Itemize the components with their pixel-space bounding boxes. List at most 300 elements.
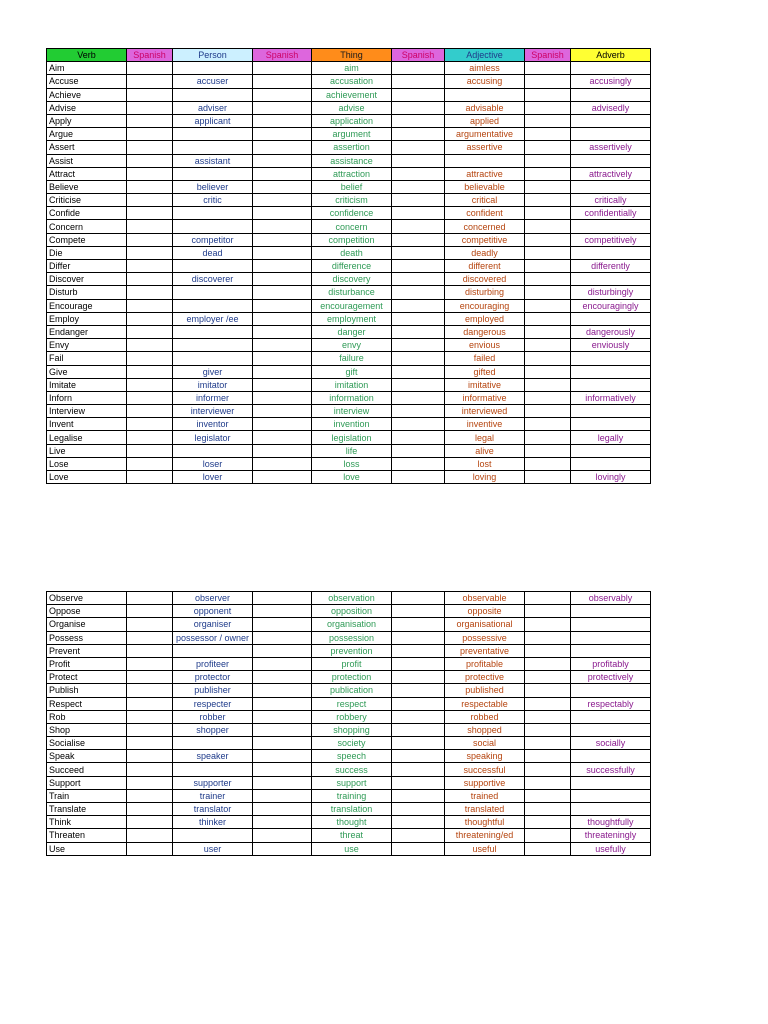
spanish-cell <box>127 114 173 127</box>
adjective-cell: published <box>445 684 525 697</box>
spanish-cell <box>127 154 173 167</box>
spanish-cell <box>253 431 312 444</box>
spanish-cell <box>525 750 571 763</box>
spanish-cell <box>127 657 173 670</box>
spanish-cell <box>392 405 445 418</box>
adjective-cell: encouraging <box>445 299 525 312</box>
adverb-cell <box>571 750 651 763</box>
thing-cell: invention <box>312 418 392 431</box>
thing-cell: protection <box>312 671 392 684</box>
adjective-cell: useful <box>445 842 525 855</box>
adjective-cell: loving <box>445 471 525 484</box>
spanish-cell <box>392 829 445 842</box>
table-row <box>47 286 651 299</box>
table-row <box>47 605 651 618</box>
spanish-cell <box>525 365 571 378</box>
adverb-cell <box>571 114 651 127</box>
spanish-cell <box>392 842 445 855</box>
adverb-cell <box>571 803 651 816</box>
spanish-cell <box>392 671 445 684</box>
table-bottom-body <box>47 592 651 856</box>
adverb-cell <box>571 154 651 167</box>
person-cell <box>173 286 253 299</box>
person-cell: competitor <box>173 233 253 246</box>
adverb-cell <box>571 352 651 365</box>
header-spanish: Spanish <box>525 49 571 62</box>
adverb-cell: encouragingly <box>571 299 651 312</box>
adverb-cell <box>571 776 651 789</box>
verb-cell: Advise <box>47 101 127 114</box>
person-cell: adviser <box>173 101 253 114</box>
adverb-cell <box>571 684 651 697</box>
spanish-cell <box>253 418 312 431</box>
spanish-cell <box>253 710 312 723</box>
thing-cell: profit <box>312 657 392 670</box>
adverb-cell: threateningly <box>571 829 651 842</box>
adverb-cell <box>571 605 651 618</box>
adverb-cell: lovingly <box>571 471 651 484</box>
table-row <box>47 418 651 431</box>
adjective-cell: possessive <box>445 631 525 644</box>
spanish-cell <box>525 141 571 154</box>
spanish-cell <box>525 444 571 457</box>
spanish-cell <box>127 671 173 684</box>
table-row <box>47 631 651 644</box>
adverb-cell: enviously <box>571 339 651 352</box>
verb-cell: Die <box>47 246 127 259</box>
thing-cell: organisation <box>312 618 392 631</box>
adverb-cell <box>571 405 651 418</box>
spanish-cell <box>127 644 173 657</box>
adjective-cell: observable <box>445 592 525 605</box>
person-cell: believer <box>173 180 253 193</box>
table-row <box>47 75 651 88</box>
spanish-cell <box>127 471 173 484</box>
spanish-cell <box>392 431 445 444</box>
table-row <box>47 592 651 605</box>
table-row <box>47 710 651 723</box>
spanish-cell <box>253 101 312 114</box>
spanish-cell <box>392 710 445 723</box>
spanish-cell <box>253 88 312 101</box>
spanish-cell <box>525 167 571 180</box>
spanish-cell <box>392 352 445 365</box>
adverb-cell <box>571 88 651 101</box>
spanish-cell <box>392 88 445 101</box>
spanish-cell <box>253 763 312 776</box>
person-cell: informer <box>173 391 253 404</box>
verb-cell: Inforn <box>47 391 127 404</box>
spanish-cell <box>127 365 173 378</box>
spanish-cell <box>525 286 571 299</box>
person-cell <box>173 829 253 842</box>
verb-cell: Compete <box>47 233 127 246</box>
person-cell <box>173 339 253 352</box>
spanish-cell <box>253 657 312 670</box>
verb-cell: Endanger <box>47 325 127 338</box>
spanish-cell <box>253 723 312 736</box>
spanish-cell <box>253 233 312 246</box>
adverb-cell: thoughtfully <box>571 816 651 829</box>
spanish-cell <box>392 325 445 338</box>
table-row <box>47 671 651 684</box>
person-cell <box>173 325 253 338</box>
adverb-cell <box>571 378 651 391</box>
verb-cell: Prevent <box>47 644 127 657</box>
spanish-cell <box>525 457 571 470</box>
spanish-cell <box>392 246 445 259</box>
spanish-cell <box>127 684 173 697</box>
spanish-cell <box>253 816 312 829</box>
adverb-cell: observably <box>571 592 651 605</box>
person-cell: trainer <box>173 789 253 802</box>
adjective-cell: discovered <box>445 273 525 286</box>
spanish-cell <box>525 128 571 141</box>
adverb-cell: usefully <box>571 842 651 855</box>
spanish-cell <box>253 789 312 802</box>
spanish-cell <box>525 697 571 710</box>
spanish-cell <box>525 471 571 484</box>
adverb-cell: legally <box>571 431 651 444</box>
spanish-cell <box>253 457 312 470</box>
thing-cell: employment <box>312 312 392 325</box>
spanish-cell <box>525 710 571 723</box>
spanish-cell <box>525 737 571 750</box>
spanish-cell <box>127 299 173 312</box>
spanish-cell <box>392 697 445 710</box>
thing-cell: attraction <box>312 167 392 180</box>
adverb-cell <box>571 457 651 470</box>
spanish-cell <box>127 220 173 233</box>
header-adverb: Adverb <box>571 49 651 62</box>
spanish-cell <box>525 88 571 101</box>
spanish-cell <box>525 829 571 842</box>
adjective-cell: employed <box>445 312 525 325</box>
spanish-cell <box>525 842 571 855</box>
thing-cell: discovery <box>312 273 392 286</box>
verb-cell: Translate <box>47 803 127 816</box>
verb-cell: Achieve <box>47 88 127 101</box>
adjective-cell: profitable <box>445 657 525 670</box>
spanish-cell <box>253 220 312 233</box>
person-cell: speaker <box>173 750 253 763</box>
spanish-cell <box>392 592 445 605</box>
person-cell: opponent <box>173 605 253 618</box>
spanish-cell <box>253 352 312 365</box>
verb-cell: Apply <box>47 114 127 127</box>
spanish-cell <box>127 167 173 180</box>
adjective-cell: protective <box>445 671 525 684</box>
adverb-cell: protectively <box>571 671 651 684</box>
spanish-cell <box>525 352 571 365</box>
adverb-cell: assertively <box>571 141 651 154</box>
verb-cell: Encourage <box>47 299 127 312</box>
person-cell: inventor <box>173 418 253 431</box>
spanish-cell <box>525 644 571 657</box>
verb-cell: Support <box>47 776 127 789</box>
spanish-cell <box>525 114 571 127</box>
person-cell <box>173 763 253 776</box>
spanish-cell <box>127 62 173 75</box>
spanish-cell <box>392 128 445 141</box>
spanish-cell <box>127 378 173 391</box>
table-row <box>47 829 651 842</box>
person-cell: profiteer <box>173 657 253 670</box>
verb-cell: Train <box>47 789 127 802</box>
person-cell: assistant <box>173 154 253 167</box>
person-cell: user <box>173 842 253 855</box>
spanish-cell <box>392 803 445 816</box>
header-verb: Verb <box>47 49 127 62</box>
spanish-cell <box>127 444 173 457</box>
word-forms-table-bottom <box>46 591 651 856</box>
spanish-cell <box>392 233 445 246</box>
verb-cell: Profit <box>47 657 127 670</box>
thing-cell: encouragement <box>312 299 392 312</box>
spanish-cell <box>525 592 571 605</box>
person-cell <box>173 167 253 180</box>
header-adjective: Adjective <box>445 49 525 62</box>
table-row <box>47 737 651 750</box>
person-cell: applicant <box>173 114 253 127</box>
spanish-cell <box>525 207 571 220</box>
person-cell: lover <box>173 471 253 484</box>
adjective-cell: advisable <box>445 101 525 114</box>
person-cell: legislator <box>173 431 253 444</box>
spanish-cell <box>253 405 312 418</box>
spanish-cell <box>127 101 173 114</box>
spanish-cell <box>392 339 445 352</box>
thing-cell: training <box>312 789 392 802</box>
person-cell <box>173 220 253 233</box>
thing-cell: success <box>312 763 392 776</box>
spanish-cell <box>253 299 312 312</box>
person-cell: observer <box>173 592 253 605</box>
table-row <box>47 220 651 233</box>
verb-cell: Criticise <box>47 194 127 207</box>
person-cell <box>173 644 253 657</box>
verb-cell: Concern <box>47 220 127 233</box>
spanish-cell <box>392 312 445 325</box>
thing-cell: failure <box>312 352 392 365</box>
adjective-cell: social <box>445 737 525 750</box>
adjective-cell: supportive <box>445 776 525 789</box>
person-cell: organiser <box>173 618 253 631</box>
adverb-cell <box>571 418 651 431</box>
thing-cell: love <box>312 471 392 484</box>
table-row <box>47 697 651 710</box>
spanish-cell <box>392 114 445 127</box>
spanish-cell <box>525 431 571 444</box>
spanish-cell <box>253 207 312 220</box>
thing-cell: gift <box>312 365 392 378</box>
spanish-cell <box>127 763 173 776</box>
verb-cell: Respect <box>47 697 127 710</box>
thing-cell: accusation <box>312 75 392 88</box>
person-cell: shopper <box>173 723 253 736</box>
adverb-cell <box>571 789 651 802</box>
adjective-cell: competitive <box>445 233 525 246</box>
adverb-cell <box>571 723 651 736</box>
spanish-cell <box>253 114 312 127</box>
person-cell: employer /ee <box>173 312 253 325</box>
table-row <box>47 339 651 352</box>
verb-cell: Assist <box>47 154 127 167</box>
spanish-cell <box>127 710 173 723</box>
spanish-cell <box>392 657 445 670</box>
header-spanish: Spanish <box>392 49 445 62</box>
spanish-cell <box>525 391 571 404</box>
table-row <box>47 618 651 631</box>
table-row <box>47 776 651 789</box>
spanish-cell <box>253 194 312 207</box>
thing-cell: envy <box>312 339 392 352</box>
spanish-cell <box>525 246 571 259</box>
adverb-cell <box>571 618 651 631</box>
spanish-cell <box>127 631 173 644</box>
spanish-cell <box>127 128 173 141</box>
adjective-cell: inventive <box>445 418 525 431</box>
adjective-cell: imitative <box>445 378 525 391</box>
adjective-cell: speaking <box>445 750 525 763</box>
spanish-cell <box>253 312 312 325</box>
adjective-cell: interviewed <box>445 405 525 418</box>
thing-cell: assistance <box>312 154 392 167</box>
verb-cell: Think <box>47 816 127 829</box>
table-row <box>47 644 651 657</box>
thing-cell: observation <box>312 592 392 605</box>
table-row <box>47 141 651 154</box>
adverb-cell <box>571 273 651 286</box>
spanish-cell <box>392 471 445 484</box>
person-cell: respecter <box>173 697 253 710</box>
spanish-cell <box>392 737 445 750</box>
thing-cell: society <box>312 737 392 750</box>
table-row <box>47 246 651 259</box>
table-row <box>47 789 651 802</box>
spanish-cell <box>525 684 571 697</box>
spanish-cell <box>127 339 173 352</box>
verb-cell: Invent <box>47 418 127 431</box>
spanish-cell <box>392 391 445 404</box>
table-row <box>47 365 651 378</box>
spanish-cell <box>127 618 173 631</box>
spanish-cell <box>253 829 312 842</box>
spanish-cell <box>392 365 445 378</box>
table-row <box>47 207 651 220</box>
adjective-cell: gifted <box>445 365 525 378</box>
adjective-cell: concerned <box>445 220 525 233</box>
spanish-cell <box>525 789 571 802</box>
spanish-cell <box>127 776 173 789</box>
adverb-cell: disturbingly <box>571 286 651 299</box>
adverb-cell <box>571 180 651 193</box>
header-spanish: Spanish <box>253 49 312 62</box>
spanish-cell <box>525 154 571 167</box>
thing-cell: opposition <box>312 605 392 618</box>
thing-cell: advise <box>312 101 392 114</box>
spanish-cell <box>253 842 312 855</box>
thing-cell: prevention <box>312 644 392 657</box>
thing-cell: loss <box>312 457 392 470</box>
table-row <box>47 233 651 246</box>
spanish-cell <box>525 671 571 684</box>
thing-cell: concern <box>312 220 392 233</box>
spanish-cell <box>525 776 571 789</box>
spanish-cell <box>253 286 312 299</box>
thing-cell: danger <box>312 325 392 338</box>
table-row <box>47 657 651 670</box>
table-row <box>47 391 651 404</box>
spanish-cell <box>253 365 312 378</box>
table-row <box>47 180 651 193</box>
spanish-cell <box>392 260 445 273</box>
adjective-cell: trained <box>445 789 525 802</box>
spanish-cell <box>253 684 312 697</box>
adjective-cell: robbed <box>445 710 525 723</box>
spanish-cell <box>127 723 173 736</box>
adverb-cell <box>571 246 651 259</box>
thing-cell: confidence <box>312 207 392 220</box>
person-cell: dead <box>173 246 253 259</box>
spanish-cell <box>525 803 571 816</box>
table-row <box>47 378 651 391</box>
adverb-cell: respectably <box>571 697 651 710</box>
adverb-cell: profitably <box>571 657 651 670</box>
adverb-cell <box>571 710 651 723</box>
spanish-cell <box>127 88 173 101</box>
person-cell: thinker <box>173 816 253 829</box>
spanish-cell <box>392 75 445 88</box>
adverb-cell <box>571 631 651 644</box>
spanish-cell <box>392 644 445 657</box>
spanish-cell <box>525 763 571 776</box>
adjective-cell: legal <box>445 431 525 444</box>
spanish-cell <box>253 154 312 167</box>
spanish-cell <box>525 631 571 644</box>
spanish-cell <box>127 803 173 816</box>
adjective-cell: attractive <box>445 167 525 180</box>
verb-cell: Assert <box>47 141 127 154</box>
spanish-cell <box>127 325 173 338</box>
spanish-cell <box>127 180 173 193</box>
spanish-cell <box>392 62 445 75</box>
table-row <box>47 763 651 776</box>
spanish-cell <box>127 605 173 618</box>
spanish-cell <box>392 101 445 114</box>
table-row <box>47 273 651 286</box>
table-top-body <box>47 62 651 484</box>
spanish-cell <box>127 737 173 750</box>
person-cell: giver <box>173 365 253 378</box>
spanish-cell <box>253 737 312 750</box>
verb-cell: Socialise <box>47 737 127 750</box>
adverb-cell <box>571 365 651 378</box>
person-cell <box>173 444 253 457</box>
adjective-cell: alive <box>445 444 525 457</box>
spanish-cell <box>253 339 312 352</box>
thing-cell: translation <box>312 803 392 816</box>
spanish-cell <box>253 260 312 273</box>
spanish-cell <box>127 842 173 855</box>
adjective-cell: deadly <box>445 246 525 259</box>
thing-cell: support <box>312 776 392 789</box>
table-row <box>47 444 651 457</box>
thing-cell: aim <box>312 62 392 75</box>
spanish-cell <box>253 391 312 404</box>
thing-cell: achievement <box>312 88 392 101</box>
person-cell: discoverer <box>173 273 253 286</box>
